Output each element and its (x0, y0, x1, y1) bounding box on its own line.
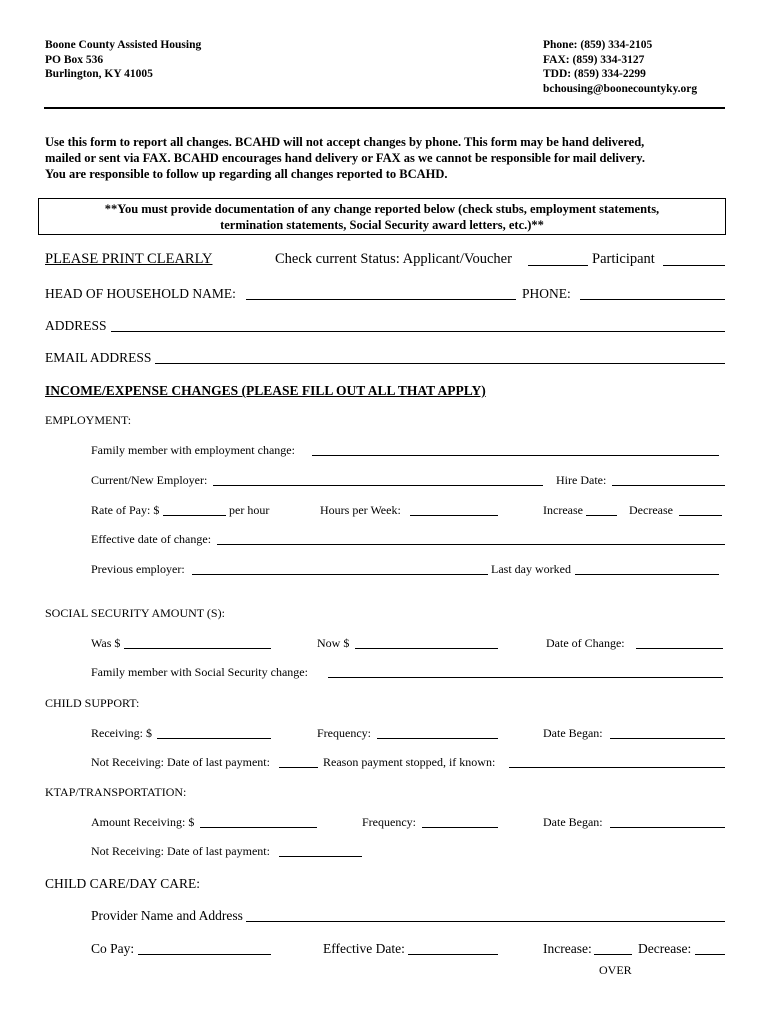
applicant-voucher-field[interactable] (528, 265, 588, 266)
cc-increase-label: Increase: (543, 941, 592, 956)
cc-effective-date-field[interactable] (408, 954, 498, 955)
ktap-date-began-label: Date Began: (543, 815, 603, 829)
cc-effective-date-label: Effective Date: (323, 941, 405, 956)
phone-field[interactable] (580, 299, 725, 300)
hire-date-field[interactable] (612, 485, 725, 486)
ktap-last-payment-field[interactable] (279, 856, 362, 857)
rate-of-pay-field[interactable] (163, 515, 226, 516)
phone-label: PHONE: (522, 286, 571, 301)
cs-receiving-label: Receiving: $ (91, 726, 152, 740)
contact-fax: FAX: (859) 334-3127 (543, 53, 645, 66)
ktap-frequency-label: Frequency: (362, 815, 416, 829)
participant-label: Participant (592, 251, 655, 267)
employment-decrease-field[interactable] (679, 515, 722, 516)
hours-per-week-label: Hours per Week: (320, 503, 401, 517)
employment-family-member-field[interactable] (312, 455, 719, 456)
hire-date-label: Hire Date: (556, 473, 607, 487)
address-field[interactable] (111, 331, 725, 332)
ss-date-of-change-field[interactable] (636, 648, 723, 649)
email-address-field[interactable] (155, 363, 725, 364)
cs-receiving-field[interactable] (157, 738, 271, 739)
cs-frequency-field[interactable] (377, 738, 498, 739)
cs-date-began-label: Date Began: (543, 726, 603, 740)
participant-field[interactable] (663, 265, 725, 266)
ktap-frequency-field[interactable] (422, 827, 498, 828)
effective-date-label: Effective date of change: (91, 532, 212, 546)
ss-now-label: Now $ (317, 636, 350, 650)
email-address-label: EMAIL ADDRESS (45, 350, 152, 365)
org-name: Boone County Assisted Housing (45, 39, 202, 51)
copay-label: Co Pay: (91, 941, 135, 956)
documentation-line-2: termination statements, Social Security award letters, etc.)** (220, 218, 544, 232)
over-footer: OVER (599, 963, 632, 977)
header-divider (44, 107, 725, 109)
header-org-block (45, 38, 201, 82)
employment-decrease-label: Decrease (629, 503, 673, 517)
rate-of-pay-label: Rate of Pay: $ (91, 503, 160, 517)
contact-tdd: TDD: (859) 334-2299 (543, 68, 646, 80)
child-support-heading: CHILD SUPPORT: (45, 696, 140, 710)
employment-family-member-label: Family member with employment change: (91, 443, 295, 457)
employer-field[interactable] (213, 485, 543, 486)
ktap-not-receiving-label: Not Receiving: Date of last payment: (91, 844, 270, 858)
ktap-date-began-field[interactable] (610, 827, 725, 828)
status-check-label: Check current Status: Applicant/Voucher (275, 251, 512, 267)
cs-not-receiving-label: Not Receiving: Date of last payment: (91, 755, 270, 769)
last-day-worked-label: Last day worked (491, 562, 571, 576)
employment-increase-label: Increase (543, 503, 583, 517)
cc-decrease-label: Decrease: (638, 941, 692, 956)
instructions-line-2: mailed or sent via FAX. BCAHD encourages hand delivery or FAX as we cannot be responsible for mail delivery. (45, 151, 645, 165)
contact-phone: Phone: (859) 334-2105 (543, 39, 653, 51)
documentation-line-1: **You must provide documentation of any change reported below (check stubs, employment statements, (104, 202, 660, 216)
previous-employer-label: Previous employer: (91, 562, 185, 576)
address-label: ADDRESS (45, 318, 107, 333)
cs-frequency-label: Frequency: (317, 726, 371, 740)
cc-decrease-field[interactable] (695, 954, 725, 955)
cc-increase-field[interactable] (594, 954, 632, 955)
ss-was-label: Was $ (91, 636, 121, 650)
org-city: Burlington, KY 41005 (45, 68, 153, 80)
cs-reason-label: Reason payment stopped, if known: (323, 755, 496, 769)
provider-field[interactable] (246, 921, 725, 922)
per-hour-label: per hour (229, 503, 270, 517)
instructions-paragraph (45, 134, 645, 182)
cs-reason-field[interactable] (509, 767, 725, 768)
cs-date-began-field[interactable] (610, 738, 725, 739)
ktap-amount-field[interactable] (200, 827, 317, 828)
ss-family-member-field[interactable] (328, 677, 723, 678)
employment-increase-field[interactable] (586, 515, 617, 516)
previous-employer-field[interactable] (192, 574, 488, 575)
cs-last-payment-field[interactable] (279, 767, 318, 768)
head-of-household-field[interactable] (246, 299, 516, 300)
copay-field[interactable] (138, 954, 271, 955)
hours-per-week-field[interactable] (410, 515, 498, 516)
employer-label: Current/New Employer: (91, 473, 208, 487)
contact-email: bchousing@boonecountyky.org (543, 82, 698, 95)
instructions-line-1: Use this form to report all changes. BCAHD will not accept changes by phone. This form may be hand delivered, (45, 135, 645, 149)
ss-date-of-change-label: Date of Change: (546, 636, 625, 650)
employment-heading: EMPLOYMENT: (45, 413, 132, 427)
ss-was-field[interactable] (124, 648, 271, 649)
provider-label: Provider Name and Address (91, 908, 243, 923)
ss-now-field[interactable] (355, 648, 498, 649)
effective-date-field[interactable] (217, 544, 725, 545)
social-security-heading: SOCIAL SECURITY AMOUNT (S): (45, 606, 225, 620)
header-contact-block (543, 38, 697, 96)
print-clearly-heading: PLEASE PRINT CLEARLY (45, 251, 213, 267)
head-of-household-label: HEAD OF HOUSEHOLD NAME: (45, 286, 236, 301)
child-care-heading: CHILD CARE/DAY CARE: (45, 876, 201, 891)
org-po-box: PO Box 536 (45, 53, 104, 66)
ss-family-member-label: Family member with Social Security change: (91, 665, 308, 679)
instructions-line-3: You are responsible to follow up regarding all changes reported to BCAHD. (45, 167, 448, 181)
last-day-worked-field[interactable] (575, 574, 719, 575)
ktap-heading: KTAP/TRANSPORTATION: (45, 785, 187, 799)
ktap-amount-label: Amount Receiving: $ (91, 815, 195, 829)
income-expense-heading: INCOME/EXPENSE CHANGES (PLEASE FILL OUT ALL THAT APPLY) (45, 383, 486, 398)
documentation-notice-box (38, 198, 726, 235)
